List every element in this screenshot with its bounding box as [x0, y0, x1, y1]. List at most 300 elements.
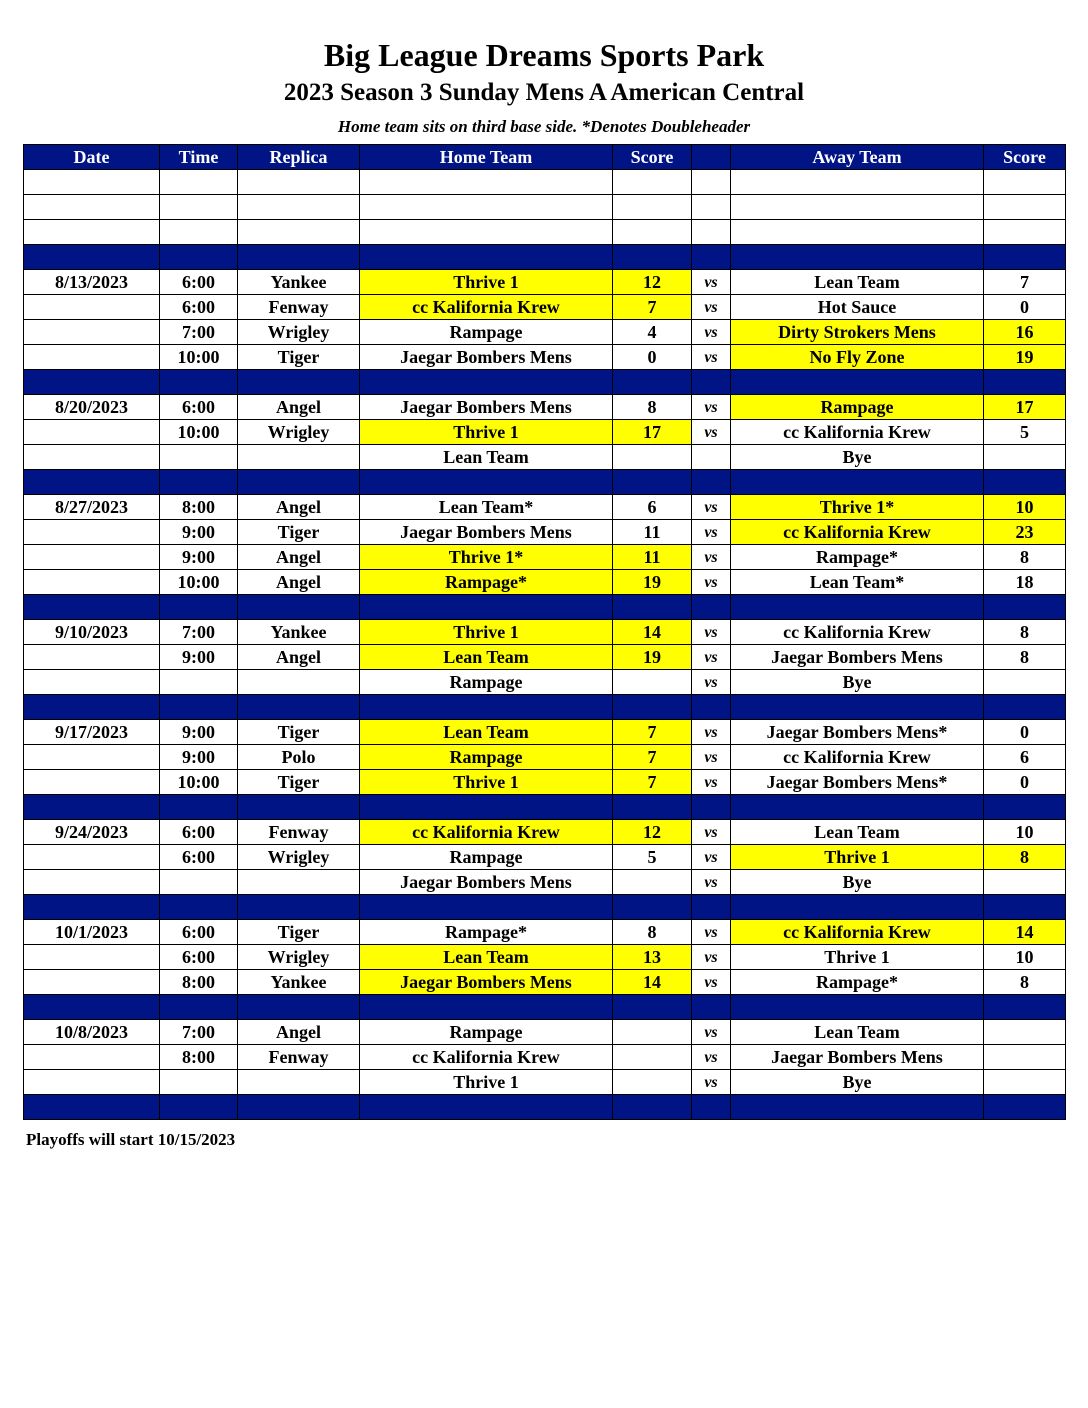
home-score-cell: 19: [613, 645, 692, 670]
away-team-cell: Jaegar Bombers Mens*: [731, 720, 984, 745]
game-row: [24, 1020, 1066, 1045]
home-team-cell: Thrive 1: [360, 270, 613, 295]
away-score-cell: 0: [984, 770, 1066, 795]
game-row: [24, 745, 1066, 770]
away-team-cell: Hot Sauce: [731, 295, 984, 320]
home-team-cell: Lean Team: [360, 445, 613, 470]
blank-row: [24, 170, 1066, 195]
time-cell: [160, 195, 238, 220]
date-cell: [24, 695, 160, 720]
game-row: [24, 395, 1066, 420]
game-row: [24, 495, 1066, 520]
home-score-cell: 0: [613, 345, 692, 370]
away-team-cell: [731, 370, 984, 395]
away-score-cell: 8: [984, 970, 1066, 995]
time-cell: [160, 245, 238, 270]
blank-row: [24, 195, 1066, 220]
vs-cell: [692, 695, 731, 720]
home-team-cell: Jaegar Bombers Mens: [360, 345, 613, 370]
vs-cell: [692, 370, 731, 395]
home-score-cell: [613, 470, 692, 495]
home-team-cell: Rampage: [360, 1020, 613, 1045]
home-team-cell: cc Kalifornia Krew: [360, 820, 613, 845]
home-score-cell: [613, 445, 692, 470]
vs-cell: vs: [692, 770, 731, 795]
away-team-cell: No Fly Zone: [731, 345, 984, 370]
home-team-cell: Thrive 1: [360, 420, 613, 445]
away-score-cell: [984, 995, 1066, 1020]
page-subtitle: 2023 Season 3 Sunday Mens A American Central: [283, 79, 805, 106]
vs-cell: [692, 995, 731, 1020]
away-team-cell: Bye: [731, 870, 984, 895]
replica-cell: Angel: [238, 545, 360, 570]
game-row: [24, 420, 1066, 445]
home-team-cell: [360, 245, 613, 270]
date-cell: [24, 170, 160, 195]
vs-cell: vs: [692, 570, 731, 595]
away-team-cell: [731, 695, 984, 720]
vs-cell: vs: [692, 495, 731, 520]
game-row: [24, 970, 1066, 995]
date-cell: [24, 1095, 160, 1120]
game-row: [24, 720, 1066, 745]
home-team-cell: [360, 595, 613, 620]
time-cell: 8:00: [160, 1045, 238, 1070]
time-cell: [160, 445, 238, 470]
separator-row: [24, 245, 1066, 270]
away-team-cell: Rampage: [731, 395, 984, 420]
separator-row: [24, 695, 1066, 720]
away-team-cell: [731, 595, 984, 620]
schedule-table: [23, 144, 1066, 1120]
home-score-cell: [613, 795, 692, 820]
date-cell: [24, 520, 160, 545]
home-team-cell: Lean Team*: [360, 495, 613, 520]
date-cell: [24, 670, 160, 695]
away-team-cell: cc Kalifornia Krew: [731, 620, 984, 645]
home-score-cell: 6: [613, 495, 692, 520]
vs-cell: [692, 595, 731, 620]
vs-cell: vs: [692, 945, 731, 970]
replica-cell: Tiger: [238, 345, 360, 370]
home-team-cell: [360, 220, 613, 245]
date-cell: [24, 645, 160, 670]
time-cell: 9:00: [160, 520, 238, 545]
away-team-cell: Bye: [731, 670, 984, 695]
home-score-cell: [613, 195, 692, 220]
replica-cell: Angel: [238, 495, 360, 520]
home-score-cell: [613, 245, 692, 270]
away-team-cell: Jaegar Bombers Mens: [731, 645, 984, 670]
away-team-cell: Rampage*: [731, 970, 984, 995]
time-cell: 10:00: [160, 770, 238, 795]
vs-cell: vs: [692, 545, 731, 570]
home-team-cell: [360, 370, 613, 395]
home-score-cell: 11: [613, 545, 692, 570]
separator-row: [24, 995, 1066, 1020]
away-score-cell: [984, 370, 1066, 395]
away-score-cell: 10: [984, 495, 1066, 520]
away-team-cell: Lean Team: [731, 270, 984, 295]
game-row: [24, 770, 1066, 795]
time-cell: 9:00: [160, 745, 238, 770]
time-cell: 7:00: [160, 320, 238, 345]
date-cell: [24, 470, 160, 495]
replica-cell: Angel: [238, 570, 360, 595]
home-team-cell: [360, 795, 613, 820]
home-score-cell: [613, 895, 692, 920]
replica-cell: [238, 1070, 360, 1095]
home-score-cell: 14: [613, 620, 692, 645]
game-row: [24, 545, 1066, 570]
home-score-cell: 7: [613, 720, 692, 745]
date-cell: [24, 1045, 160, 1070]
home-score-cell: [613, 670, 692, 695]
date-cell: [24, 420, 160, 445]
date-cell: [24, 1070, 160, 1095]
vs-cell: vs: [692, 1070, 731, 1095]
replica-cell: Tiger: [238, 720, 360, 745]
separator-row: [24, 370, 1066, 395]
time-cell: 7:00: [160, 620, 238, 645]
time-cell: 10:00: [160, 345, 238, 370]
time-cell: 6:00: [160, 270, 238, 295]
replica-cell: Wrigley: [238, 420, 360, 445]
away-team-cell: [731, 245, 984, 270]
away-score-cell: [984, 1070, 1066, 1095]
time-cell: 6:00: [160, 845, 238, 870]
home-score-cell: [613, 595, 692, 620]
replica-cell: Wrigley: [238, 320, 360, 345]
vs-cell: vs: [692, 920, 731, 945]
home-team-cell: Jaegar Bombers Mens: [360, 970, 613, 995]
game-row: [24, 345, 1066, 370]
away-team-cell: Lean Team*: [731, 570, 984, 595]
replica-cell: [238, 895, 360, 920]
replica-cell: Angel: [238, 1020, 360, 1045]
home-score-cell: 7: [613, 770, 692, 795]
vs-cell: vs: [692, 1020, 731, 1045]
date-cell: [24, 245, 160, 270]
col-header-home-score: Score: [613, 145, 692, 170]
home-team-cell: cc Kalifornia Krew: [360, 295, 613, 320]
away-score-cell: [984, 595, 1066, 620]
away-score-cell: [984, 1095, 1066, 1120]
away-score-cell: [984, 670, 1066, 695]
time-cell: 8:00: [160, 495, 238, 520]
date-cell: [24, 320, 160, 345]
date-cell: [24, 370, 160, 395]
vs-cell: vs: [692, 720, 731, 745]
away-team-cell: Thrive 1: [731, 845, 984, 870]
away-team-cell: [731, 895, 984, 920]
game-row: [24, 845, 1066, 870]
away-team-cell: cc Kalifornia Krew: [731, 745, 984, 770]
vs-cell: vs: [692, 1045, 731, 1070]
away-score-cell: 8: [984, 645, 1066, 670]
home-score-cell: [613, 1095, 692, 1120]
vs-cell: vs: [692, 845, 731, 870]
date-cell: [24, 445, 160, 470]
replica-cell: [238, 995, 360, 1020]
time-cell: 6:00: [160, 395, 238, 420]
time-cell: 6:00: [160, 295, 238, 320]
away-team-cell: Lean Team: [731, 820, 984, 845]
time-cell: [160, 995, 238, 1020]
date-cell: [24, 570, 160, 595]
away-score-cell: [984, 470, 1066, 495]
away-score-cell: [984, 1045, 1066, 1070]
game-row: [24, 1045, 1066, 1070]
replica-cell: Fenway: [238, 1045, 360, 1070]
away-score-cell: 10: [984, 820, 1066, 845]
home-team-cell: [360, 695, 613, 720]
home-score-cell: [613, 1045, 692, 1070]
replica-cell: Tiger: [238, 520, 360, 545]
replica-cell: [238, 370, 360, 395]
home-team-cell: Thrive 1: [360, 1070, 613, 1095]
home-team-cell: Thrive 1*: [360, 545, 613, 570]
replica-cell: Fenway: [238, 820, 360, 845]
col-header-date: Date: [24, 145, 160, 170]
away-team-cell: Thrive 1*: [731, 495, 984, 520]
vs-cell: [692, 220, 731, 245]
blank-row: [24, 220, 1066, 245]
time-cell: 6:00: [160, 820, 238, 845]
vs-cell: vs: [692, 320, 731, 345]
game-row: [24, 920, 1066, 945]
away-score-cell: 8: [984, 845, 1066, 870]
home-score-cell: [613, 870, 692, 895]
home-score-cell: 19: [613, 570, 692, 595]
away-score-cell: 0: [984, 720, 1066, 745]
home-team-cell: [360, 170, 613, 195]
home-team-cell: [360, 895, 613, 920]
away-score-cell: 6: [984, 745, 1066, 770]
away-team-cell: [731, 795, 984, 820]
away-score-cell: [984, 795, 1066, 820]
away-team-cell: [731, 995, 984, 1020]
date-cell: 10/1/2023: [24, 920, 160, 945]
game-row: [24, 645, 1066, 670]
separator-row: [24, 895, 1066, 920]
time-cell: 9:00: [160, 645, 238, 670]
home-score-cell: [613, 995, 692, 1020]
away-team-cell: [731, 170, 984, 195]
away-score-cell: 5: [984, 420, 1066, 445]
date-cell: [24, 795, 160, 820]
home-score-cell: 12: [613, 270, 692, 295]
time-cell: [160, 1070, 238, 1095]
time-cell: 6:00: [160, 945, 238, 970]
date-cell: [24, 845, 160, 870]
replica-cell: [238, 470, 360, 495]
home-team-cell: Jaegar Bombers Mens: [360, 520, 613, 545]
home-team-cell: Rampage: [360, 845, 613, 870]
game-row: [24, 520, 1066, 545]
home-team-cell: Rampage*: [360, 920, 613, 945]
home-team-cell: Thrive 1: [360, 620, 613, 645]
time-cell: 9:00: [160, 720, 238, 745]
home-score-cell: 8: [613, 395, 692, 420]
away-score-cell: 16: [984, 320, 1066, 345]
separator-row: [24, 470, 1066, 495]
game-row: [24, 1070, 1066, 1095]
away-team-cell: Bye: [731, 1070, 984, 1095]
time-cell: [160, 695, 238, 720]
time-cell: [160, 1095, 238, 1120]
home-team-cell: Lean Team: [360, 720, 613, 745]
home-score-cell: [613, 170, 692, 195]
home-team-cell: Rampage*: [360, 570, 613, 595]
separator-row: [24, 795, 1066, 820]
vs-cell: [692, 195, 731, 220]
replica-cell: [238, 695, 360, 720]
home-score-cell: 7: [613, 745, 692, 770]
time-cell: 7:00: [160, 1020, 238, 1045]
playoffs-note: Playoffs will start 10/15/2023: [26, 1130, 236, 1149]
date-cell: [24, 195, 160, 220]
away-score-cell: [984, 220, 1066, 245]
away-score-cell: 17: [984, 395, 1066, 420]
away-team-cell: Dirty Strokers Mens: [731, 320, 984, 345]
replica-cell: Wrigley: [238, 845, 360, 870]
home-team-cell: Rampage: [360, 670, 613, 695]
replica-cell: Fenway: [238, 295, 360, 320]
vs-cell: vs: [692, 670, 731, 695]
away-score-cell: 23: [984, 520, 1066, 545]
home-team-cell: Rampage: [360, 320, 613, 345]
date-cell: [24, 545, 160, 570]
date-cell: [24, 870, 160, 895]
away-score-cell: 18: [984, 570, 1066, 595]
away-team-cell: Jaegar Bombers Mens: [731, 1045, 984, 1070]
away-team-cell: [731, 470, 984, 495]
game-row: [24, 270, 1066, 295]
schedule-body: [24, 170, 1066, 1120]
home-score-cell: 8: [613, 920, 692, 945]
away-score-cell: [984, 195, 1066, 220]
col-header-home-team: Home Team: [360, 145, 613, 170]
time-cell: [160, 370, 238, 395]
vs-cell: [692, 470, 731, 495]
game-row: [24, 820, 1066, 845]
game-row: [24, 570, 1066, 595]
away-team-cell: Thrive 1: [731, 945, 984, 970]
vs-cell: vs: [692, 395, 731, 420]
away-score-cell: [984, 170, 1066, 195]
page-title: Big League Dreams Sports Park: [323, 37, 765, 73]
home-score-cell: 4: [613, 320, 692, 345]
home-team-cell: Thrive 1: [360, 770, 613, 795]
game-row: [24, 870, 1066, 895]
away-score-cell: [984, 695, 1066, 720]
time-cell: [160, 670, 238, 695]
time-cell: [160, 795, 238, 820]
date-cell: 8/13/2023: [24, 270, 160, 295]
date-cell: 8/27/2023: [24, 495, 160, 520]
time-cell: [160, 870, 238, 895]
vs-cell: vs: [692, 645, 731, 670]
game-row: [24, 445, 1066, 470]
away-score-cell: 10: [984, 945, 1066, 970]
col-header-replica: Replica: [238, 145, 360, 170]
home-score-cell: 13: [613, 945, 692, 970]
replica-cell: Wrigley: [238, 945, 360, 970]
date-cell: 8/20/2023: [24, 395, 160, 420]
away-score-cell: 8: [984, 545, 1066, 570]
game-row: [24, 620, 1066, 645]
date-cell: [24, 220, 160, 245]
col-header-away-score: Score: [984, 145, 1066, 170]
time-cell: [160, 220, 238, 245]
replica-cell: Polo: [238, 745, 360, 770]
vs-cell: [692, 795, 731, 820]
time-cell: 10:00: [160, 420, 238, 445]
date-cell: [24, 770, 160, 795]
replica-cell: Tiger: [238, 770, 360, 795]
vs-cell: vs: [692, 620, 731, 645]
vs-cell: [692, 170, 731, 195]
vs-cell: vs: [692, 970, 731, 995]
home-score-cell: 12: [613, 820, 692, 845]
game-row: [24, 295, 1066, 320]
replica-cell: Angel: [238, 645, 360, 670]
away-score-cell: [984, 870, 1066, 895]
date-cell: 9/24/2023: [24, 820, 160, 845]
date-cell: [24, 895, 160, 920]
date-cell: [24, 595, 160, 620]
time-cell: [160, 170, 238, 195]
time-cell: 6:00: [160, 920, 238, 945]
away-score-cell: 8: [984, 620, 1066, 645]
time-cell: 10:00: [160, 570, 238, 595]
vs-cell: vs: [692, 745, 731, 770]
home-team-cell: Rampage: [360, 745, 613, 770]
away-score-cell: 7: [984, 270, 1066, 295]
replica-cell: Yankee: [238, 620, 360, 645]
home-team-cell: [360, 1095, 613, 1120]
date-cell: [24, 745, 160, 770]
header-row: [24, 145, 1066, 170]
game-row: [24, 320, 1066, 345]
replica-cell: [238, 445, 360, 470]
game-row: [24, 670, 1066, 695]
time-cell: [160, 470, 238, 495]
away-score-cell: [984, 895, 1066, 920]
vs-cell: [692, 1095, 731, 1120]
replica-cell: [238, 245, 360, 270]
time-cell: 9:00: [160, 545, 238, 570]
replica-cell: [238, 170, 360, 195]
date-cell: [24, 945, 160, 970]
away-score-cell: [984, 245, 1066, 270]
date-cell: 9/10/2023: [24, 620, 160, 645]
vs-cell: vs: [692, 820, 731, 845]
home-score-cell: 7: [613, 295, 692, 320]
separator-row: [24, 1095, 1066, 1120]
vs-cell: vs: [692, 270, 731, 295]
away-team-cell: [731, 195, 984, 220]
col-header-away-team: Away Team: [731, 145, 984, 170]
home-score-cell: [613, 220, 692, 245]
replica-cell: [238, 1095, 360, 1120]
date-cell: 10/8/2023: [24, 1020, 160, 1045]
home-team-cell: Lean Team: [360, 945, 613, 970]
date-cell: [24, 345, 160, 370]
home-team-cell: [360, 195, 613, 220]
home-team-cell: Jaegar Bombers Mens: [360, 870, 613, 895]
